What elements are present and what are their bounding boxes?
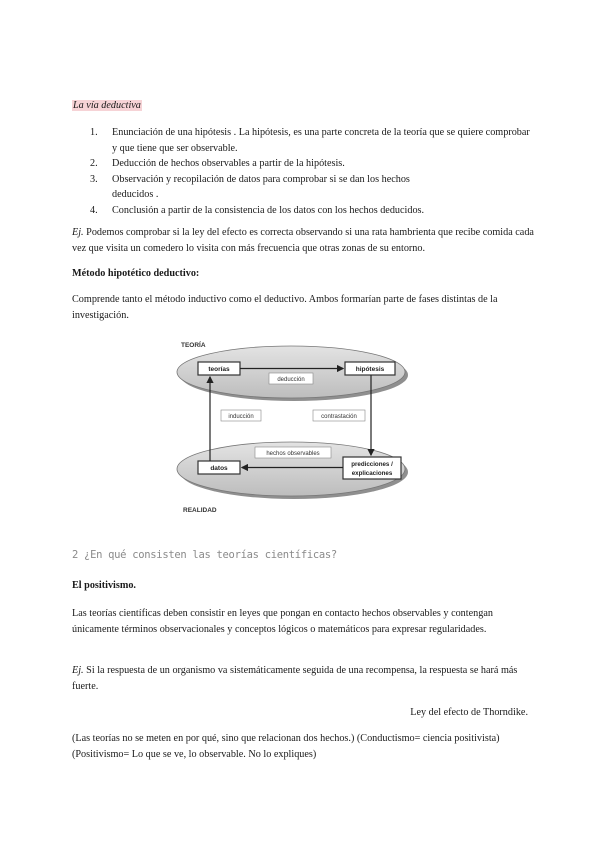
theory-label: TEORÍA	[181, 342, 206, 349]
note-paragraph: (Las teorías no se meten en por qué, sino que relacionan dos hechos.) (Conductismo= ciencia positivista) (Positivismo= Lo que se ve, lo observable. No lo expliques)	[72, 733, 500, 760]
list-item: 2. Deducción de hechos observables a partir de la hipótesis.	[90, 158, 345, 169]
section-heading-scientific-theories: 2 ¿En qué consisten las teorías científicas?	[72, 549, 337, 561]
hypothetico-deductive-paragraph: Comprende tanto el método inductivo como el deductivo. Ambos formarían parte de fases distintas de la investigación.	[72, 294, 498, 321]
scientific-method-diagram	[175, 335, 415, 520]
section-title-deductive: La vía deductiva	[73, 100, 141, 111]
hypothesis-box-label: hipótesis	[355, 366, 385, 373]
contrast-label: contrastación	[321, 414, 357, 420]
example-paragraph-1: Ej. Podemos comprobar si la ley del efecto es correcta observando si una rata hambrienta que recibe comida cada vez que visita un comedero lo visita con más frecuencia que otras zonas de su entorno.	[72, 227, 534, 254]
law-caption: Ley del efecto de Thorndike.	[410, 707, 528, 718]
list-item: 1. Enunciación de una hipótesis . La hipótesis, es una parte concreta de la teoría que se quiere comprobar y que tiene que ser observable.	[90, 127, 530, 154]
positivism-subheading: El positivismo.	[72, 580, 136, 591]
deduction-label: deducción	[277, 377, 305, 383]
deductive-steps-list	[90, 125, 530, 218]
predictions-box-label-2: explicaciones	[351, 470, 393, 477]
theories-box-label: teorías	[208, 366, 230, 373]
positivism-paragraph: Las teorías científicas deben consistir en leyes que pongan en contacto hechos observables y contengan únicamente términos observacionales y conceptos lógicos o matemáticos para expresar regularidades.	[72, 608, 493, 635]
example-paragraph-2: Ej. Si la respuesta de un organismo va sistemáticamente seguida de una recompensa, la respuesta se hará más fuerte.	[72, 665, 518, 692]
induction-label: inducción	[228, 414, 254, 420]
list-item: 4. Conclusión a partir de la consistencia de los datos con los hechos deducidos.	[90, 204, 425, 216]
predictions-box-label-1: predicciones /	[351, 461, 393, 468]
facts-label: hechos observables	[266, 451, 320, 457]
reality-label: REALIDAD	[183, 507, 217, 514]
list-item: 3. Observación y recopilación de datos para comprobar si se dan los hechos deducidos .	[90, 173, 410, 200]
data-box-label: datos	[210, 465, 228, 472]
section-title-hypothetico-deductive: Método hipotético deductivo:	[72, 268, 200, 279]
